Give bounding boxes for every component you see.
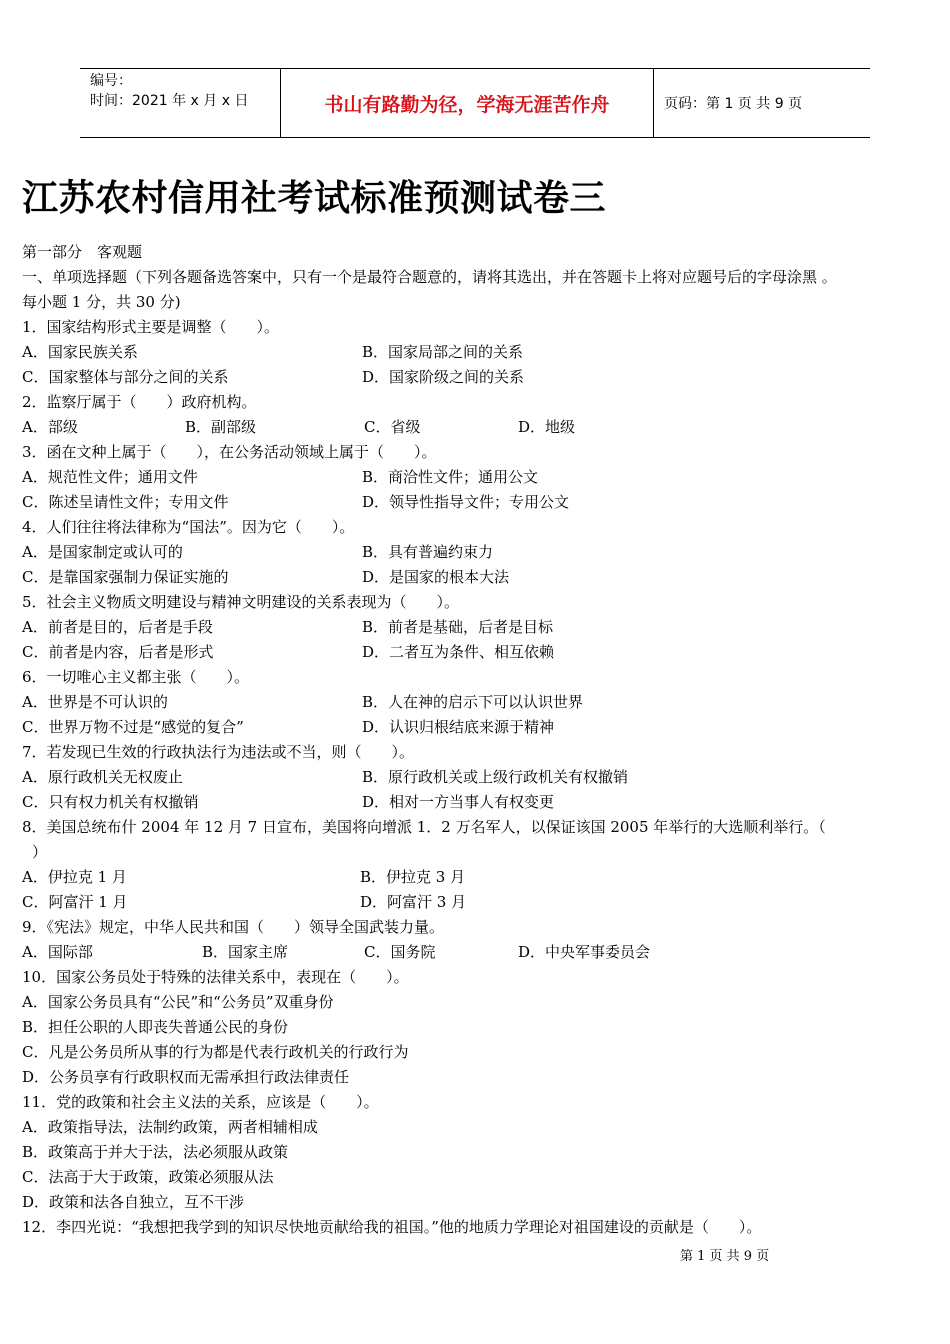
option-a: A．国际部 [22,943,93,961]
option-a: A．国家民族关系 [22,343,138,361]
option-c: C．陈述呈请性文件；专用文件 [22,493,229,511]
question-stem: 12．李四光说：“我想把我学到的知识尽快地贡献给我的祖国。”他的地质力学理论对祖国建设的贡献是（ ）。 [22,1218,762,1236]
option-row [22,890,942,915]
instructions-continued: 每小题 1 分，共 30 分) [22,293,181,311]
option-b: B．国家主席 [202,943,289,961]
option-a: A．国家公务员具有“公民”和“公务员”双重身份 [22,993,334,1011]
option-row [22,565,942,590]
option-b: B．人在神的启示下可以认识世界 [362,693,584,711]
option-d: D．地级 [518,418,576,436]
question-stem: 3．函在文种上属于（ ），在公务活动领域上属于（ ）。 [22,443,437,461]
option-row [22,940,942,965]
option-d: D．阿富汗 3 月 [360,893,467,911]
option-c: C．法高于大于政策，政策必须服从法 [22,1168,274,1186]
option-b: B．原行政机关或上级行政机关有权撤销 [362,768,629,786]
exam-body [22,240,942,1240]
option-row [22,640,942,665]
question-stem: 7．若发现已生效的行政执法行为违法或不当，则（ ）。 [22,743,415,761]
option-b: B．国家局部之间的关系 [362,343,524,361]
option-d: D．政策和法各自独立，互不干涉 [22,1193,245,1211]
option-row [22,415,942,440]
option-b: B．副部级 [185,418,257,436]
option-row [22,865,942,890]
header-motto: 书山有路勤为径，学海无涯苦作舟 [281,69,654,137]
option-c: C．阿富汗 1 月 [22,893,128,911]
option-row [22,365,942,390]
question-stem: 11．党的政策和社会主义法的关系，应该是（ ）。 [22,1093,379,1111]
question-stem: 6．一切唯心主义都主张（ ）。 [22,668,250,686]
question-stem: 1．国家结构形式主要是调整（ ）。 [22,318,280,336]
question-stem: 5．社会主义物质文明建设与精神文明建设的关系表现为（ ）。 [22,593,460,611]
option-a: A．前者是目的，后者是手段 [22,618,213,636]
option-d: D．是国家的根本大法 [362,568,510,586]
option-row [22,490,942,515]
option-c: C．前者是内容，后者是形式 [22,643,214,661]
option-b: B．具有普遍约束力 [362,543,494,561]
question-stem: 10．国家公务员处于特殊的法律关系中，表现在（ ）。 [22,968,409,986]
option-row [22,790,942,815]
option-a: A．部级 [22,418,78,436]
question-stem: 4．人们往往将法律称为“国法”。因为它（ ）。 [22,518,355,536]
option-a: A．规范性文件；通用文件 [22,468,198,486]
option-c: C．只有权力机关有权撤销 [22,793,199,811]
page-footer: 第 1 页 共 9 页 [680,1249,770,1264]
option-c: C．世界万物不过是“感觉的复合” [22,718,244,736]
option-d: D．相对一方当事人有权变更 [362,793,555,811]
option-row [22,340,942,365]
question-stem: 8．美国总统布什 2004 年 12 月 7 日宣布，美国将向增派 1．2 万名军人，以保证该国 2005 年举行的大选顺利举行。（ [22,818,826,836]
option-b: B．商洽性文件；通用公文 [362,468,539,486]
option-row [22,615,942,640]
option-a: A．原行政机关无权废止 [22,768,183,786]
question-stem: 2．监察厅属于（ ）政府机构。 [22,393,257,411]
option-c: C．国家整体与部分之间的关系 [22,368,229,386]
option-c: C．国务院 [364,943,436,961]
option-row [22,540,942,565]
option-d: D．认识归根结底来源于精神 [362,718,555,736]
document-number-label: 编号： [90,73,132,89]
option-b: B．政策高于并大于法，法必须服从政策 [22,1143,289,1161]
instructions: 一、单项选择题（下列各题备选答案中，只有一个是最符合题意的，请将其选出，并在答题卡上将对应题号后的字母涂黑 。 [22,268,837,286]
header-table [80,68,870,138]
option-b: B．担任公职的人即丧失普通公民的身份 [22,1018,289,1036]
option-c: C．省级 [364,418,421,436]
option-row [22,765,942,790]
option-row [22,465,942,490]
document-title: 江苏农村信用社考试标准预测试卷三 [22,178,607,219]
option-b: B．伊拉克 3 月 [360,868,466,886]
question-stem-continued: ） [32,843,48,861]
section-heading: 第一部分 客观题 [22,243,143,261]
option-a: A．伊拉克 1 月 [22,868,127,886]
header-meta [80,69,281,137]
option-a: A．世界是不可认识的 [22,693,168,711]
option-d: D．公务员享有行政职权而无需承担行政法律责任 [22,1068,350,1086]
option-d: D．中央军事委员会 [518,943,651,961]
option-c: C．凡是公务员所从事的行为都是代表行政机关的行政行为 [22,1043,409,1061]
header-page-info: 页码：第 1 页 共 9 页 [664,96,803,112]
option-d: D．国家阶级之间的关系 [362,368,525,386]
option-b: B．前者是基础，后者是目标 [362,618,554,636]
document-date: 时间：2021 年 x 月 x 日 [90,93,249,109]
question-stem: 9．《宪法》规定，中华人民共和国（ ）领导全国武装力量。 [22,918,445,936]
option-a: A．政策指导法，法制约政策，两者相辅相成 [22,1118,318,1136]
option-row [22,690,942,715]
option-a: A．是国家制定或认可的 [22,543,183,561]
option-d: D．领导性指导文件；专用公文 [362,493,570,511]
option-row [22,715,942,740]
option-c: C．是靠国家强制力保证实施的 [22,568,229,586]
option-d: D．二者互为条件、相互依赖 [362,643,555,661]
